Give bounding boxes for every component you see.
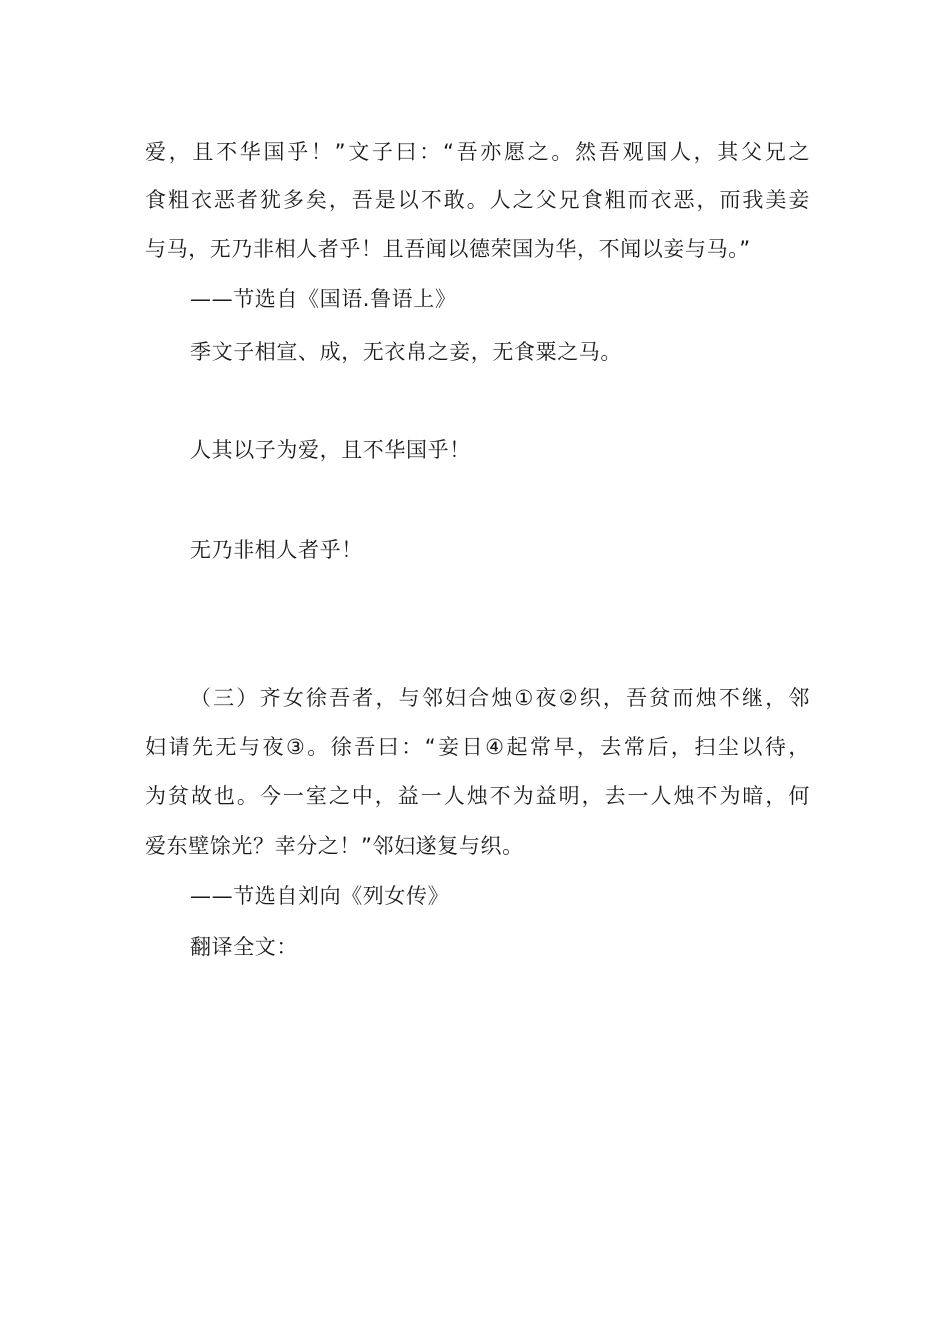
passage2-sentence-3: 无乃非相人者乎！ <box>190 538 363 562</box>
passage3-line-2: 妇请先无与夜③。徐吾曰：“妾日④起常早，去常后，扫尘以待， <box>145 735 810 759</box>
passage3-source: ——节选自刘向《列女传》 <box>190 884 450 908</box>
translation-prompt: 翻译全文： <box>190 935 298 959</box>
passage2-source: ——节选自《国语.鲁语上》 <box>190 287 457 311</box>
passage2-sentence-2: 人其以子为爱，且不华国乎！ <box>190 438 471 462</box>
passage3-line-3: 为贫故也。今一室之中，益一人烛不为益明，去一人烛不为暗，何 <box>145 784 810 808</box>
passage2-line-3: 与马，无乃非相人者乎！且吾闻以德荣国为华，不闻以妾与马。” <box>145 237 751 261</box>
passage2-sentence-1: 季文子相宣、成，无衣帛之妾，无食粟之马。 <box>190 340 622 364</box>
passage3-line-1: （三）齐女徐吾者，与邻妇合烛①夜②织，吾贫而烛不继，邻 <box>190 686 810 710</box>
passage3-line-4: 爱东壁馀光？幸分之！”邻妇遂复与织。 <box>145 834 524 858</box>
passage2-line-1: 爱，且不华国乎！”文子曰：“吾亦愿之。然吾观国人，其父兄之 <box>145 140 810 164</box>
passage2-line-2: 食粗衣恶者犹多矣，吾是以不敢。人之父兄食粗而衣恶，而我美妾 <box>145 188 810 212</box>
